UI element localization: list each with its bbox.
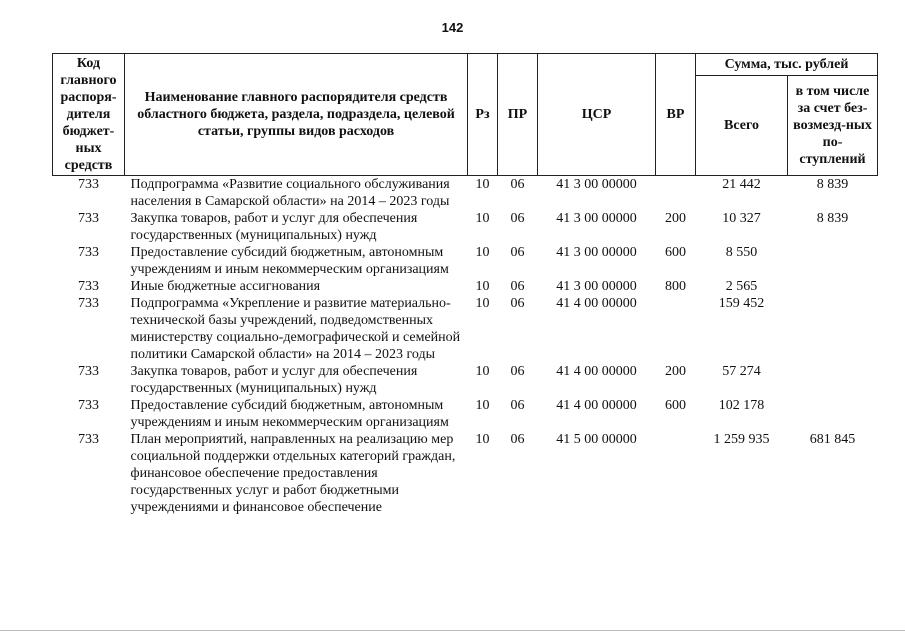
cell-csr: 41 4 00 00000: [556, 364, 637, 379]
cell-rz: 10: [475, 398, 490, 413]
table-body: [53, 176, 878, 517]
cell-name: План мероприятий, направленных на реализацию мер социальной поддержки отдельных категорий граждан, финансовое обеспечение предоставления государственных услуг и работ бюджетными учреждениями и финансовое обеспечение: [130, 432, 456, 515]
cell-free: 8 839: [816, 211, 849, 226]
cell-csr: 41 3 00 00000: [556, 245, 637, 260]
cell-pr: 06: [510, 296, 525, 311]
cell-total: 57 274: [722, 364, 761, 379]
cell-code: 733: [78, 296, 99, 311]
cell-rz: 10: [475, 364, 490, 379]
cell-name: Закупка товаров, работ и услуг для обеспечения государственных (муниципальных) нужд: [130, 211, 418, 243]
cell-code: 733: [78, 177, 99, 192]
cell-pr: 06: [510, 211, 525, 226]
page-number: 142: [441, 20, 464, 35]
cell-csr: 41 5 00 00000: [556, 432, 637, 447]
header-vr: ВР: [656, 54, 696, 176]
cell-vr: [656, 176, 696, 211]
cell-name: Предоставление субсидий бюджетным, автономным учреждениям и иным некоммерческим организациям: [130, 245, 449, 277]
table-row: [53, 176, 878, 211]
header-name: Наименование главного распорядителя средств областного бюджета, раздела, подраздела, целевой статьи, группы видов расходов: [125, 54, 468, 176]
cell-code: 733: [78, 398, 99, 413]
cell-vr: 800: [665, 279, 686, 294]
cell-total: 1 259 935: [713, 432, 770, 447]
cell-vr: 200: [665, 211, 686, 226]
table-row: [53, 431, 878, 516]
cell-total: 8 550: [725, 245, 758, 260]
cell-free: 8 839: [816, 177, 849, 192]
cell-rz: 10: [475, 296, 490, 311]
cell-free: [788, 397, 878, 431]
cell-code: 733: [78, 432, 99, 447]
cell-code: 733: [78, 364, 99, 379]
budget-table: [52, 53, 878, 516]
cell-rz: 10: [475, 245, 490, 260]
header-csr: ЦСР: [538, 54, 656, 176]
table-row: [53, 363, 878, 397]
cell-csr: 41 3 00 00000: [556, 211, 637, 226]
cell-vr: 600: [665, 245, 686, 260]
cell-rz: 10: [475, 279, 490, 294]
cell-vr: 200: [665, 364, 686, 379]
table-row: [53, 244, 878, 278]
cell-code: 733: [78, 279, 99, 294]
cell-pr: 06: [510, 398, 525, 413]
cell-name: Предоставление субсидий бюджетным, автономным учреждениям и иным некоммерческим организациям: [130, 398, 449, 430]
cell-csr: 41 4 00 00000: [556, 296, 637, 311]
cell-total: 102 178: [718, 398, 765, 413]
table-row: [53, 210, 878, 244]
cell-name: Подпрограмма «Укрепление и развитие материально-технической базы учреждений, подведомственных министерству социально-демографической и семейной политики Самарской области» на 2014 – 2023 годы: [130, 296, 461, 362]
cell-name: Подпрограмма «Развитие социального обслуживания населения в Самарской области» на 2014 – 2023 годы: [130, 177, 450, 209]
cell-pr: 06: [510, 364, 525, 379]
cell-vr: 600: [665, 398, 686, 413]
cell-csr: 41 3 00 00000: [556, 279, 637, 294]
cell-pr: 06: [510, 432, 525, 447]
cell-free: [788, 363, 878, 397]
table-row: [53, 278, 878, 295]
header-rz: Рз: [468, 54, 498, 176]
header-sum: Сумма, тыс. рублей: [696, 54, 878, 76]
cell-name: Закупка товаров, работ и услуг для обеспечения государственных (муниципальных) нужд: [130, 364, 418, 396]
scan-edge-divider: [0, 630, 905, 631]
cell-pr: 06: [510, 177, 525, 192]
header-free: в том числе за счет без-возмезд-ных по-ступлений: [788, 76, 878, 176]
cell-pr: 06: [510, 245, 525, 260]
cell-vr: [656, 431, 696, 516]
header-total: Всего: [696, 76, 788, 176]
table-row: [53, 295, 878, 363]
cell-rz: 10: [475, 432, 490, 447]
cell-total: 2 565: [725, 279, 758, 294]
cell-pr: 06: [510, 279, 525, 294]
cell-total: 21 442: [722, 177, 761, 192]
header-pr: ПР: [498, 54, 538, 176]
table-row: [53, 397, 878, 431]
cell-rz: 10: [475, 211, 490, 226]
cell-csr: 41 3 00 00000: [556, 177, 637, 192]
cell-total: 10 327: [722, 211, 761, 226]
cell-csr: 41 4 00 00000: [556, 398, 637, 413]
cell-free: [788, 278, 878, 295]
header-code: Код главного распоря-дителя бюджет-ных средств: [53, 54, 125, 176]
cell-code: 733: [78, 245, 99, 260]
table-header: [53, 54, 878, 176]
cell-total: 159 452: [718, 296, 765, 311]
cell-free: [788, 295, 878, 363]
cell-free: 681 845: [809, 432, 856, 447]
cell-code: 733: [78, 211, 99, 226]
cell-rz: 10: [475, 177, 490, 192]
cell-vr: [656, 295, 696, 363]
cell-name: Иные бюджетные ассигнования: [130, 279, 321, 294]
cell-free: [788, 244, 878, 278]
